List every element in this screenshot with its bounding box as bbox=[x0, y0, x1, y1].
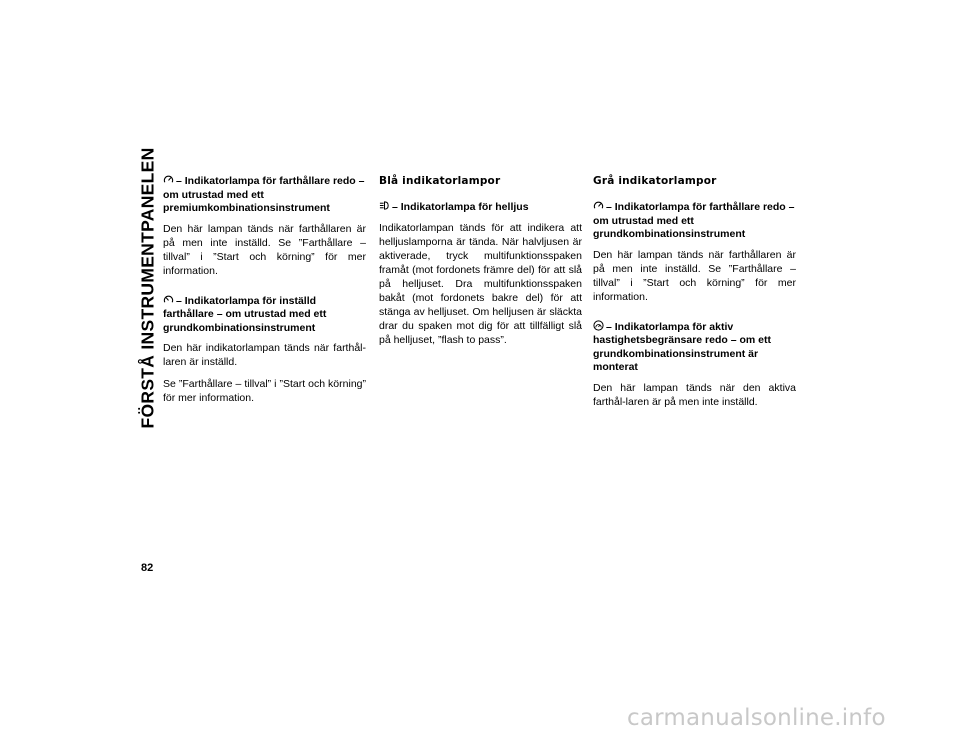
column-1 bbox=[163, 174, 366, 413]
indicator-heading: – Indikatorlampa för helljus bbox=[379, 200, 582, 215]
high-beam-icon bbox=[379, 200, 390, 211]
cruise-control-ready-icon bbox=[163, 174, 174, 185]
cruise-control-ready-icon bbox=[593, 200, 604, 211]
indicator-entry bbox=[593, 200, 796, 304]
section-title: Grå indikatorlampor bbox=[593, 175, 717, 187]
indicator-heading: – Indikatorlampa för inställd farthållare – om utrustad med ett grundkombinationsinstrument bbox=[163, 294, 327, 334]
indicator-heading: – Indikatorlampa för farthållare redo – om utrustad med ett grundkombinationsinstrument bbox=[593, 201, 795, 240]
indicator-description: Den här indikatorlampan tänds när farthål-laren är inställd. bbox=[163, 342, 366, 368]
watermark: carmanualsonline.info bbox=[627, 705, 886, 731]
indicator-heading: – Indikatorlampa för farthållare redo – om utrustad med ett premiumkombinationsinstrument bbox=[163, 175, 365, 214]
column-3 bbox=[593, 174, 796, 417]
indicator-description: Den här lampan tänds när farthållaren är på men inte inställd. Se ”Farthållare – tillval” i ”Start och körning” för mer information. bbox=[593, 248, 796, 303]
indicator-description: Indikatorlampan tänds för att indikera att helljuslamporna är tända. När halvljusen är aktiverade, tryck multifunktionsspaken framåt (mot fordonets främre del) för att slå på helljuset. Dra multifunktionsspaken bakåt (mot fordonets bakre del) för att stänga av helljuset. Om helljusen är släckta drar du spaken mot dig för att tillfälligt slå på helljuset, ”flash to pass”. bbox=[379, 221, 582, 346]
indicator-entry bbox=[163, 174, 366, 278]
indicator-entry bbox=[593, 320, 796, 409]
section-title: Blå indikatorlampor bbox=[379, 175, 501, 187]
column-2 bbox=[379, 174, 582, 355]
page-number: 82 bbox=[141, 562, 154, 574]
speed-limiter-icon bbox=[593, 320, 604, 331]
chapter-sidebar-title bbox=[136, 147, 160, 429]
indicator-description: Den här lampan tänds när den aktiva farthål-laren är på men inte inställd. bbox=[593, 381, 796, 408]
indicator-description: Se ”Farthållare – tillval” i ”Start och körning” för mer information. bbox=[163, 378, 366, 404]
indicator-entry bbox=[379, 200, 582, 347]
chapter-title-text: FÖRSTÅ INSTRUMENTPANELEN bbox=[137, 147, 158, 429]
cruise-control-set-icon bbox=[163, 294, 174, 305]
indicator-entry bbox=[163, 294, 366, 406]
indicator-description: Den här lampan tänds när farthållaren är på men inte inställd. Se ”Farthållare – tillval” i ”Start och körning” för mer information. bbox=[163, 222, 366, 277]
indicator-heading: – Indikatorlampa för aktiv hastighetsbegränsare redo – om ett grundkombinationsinstrument är monterat bbox=[593, 320, 771, 373]
